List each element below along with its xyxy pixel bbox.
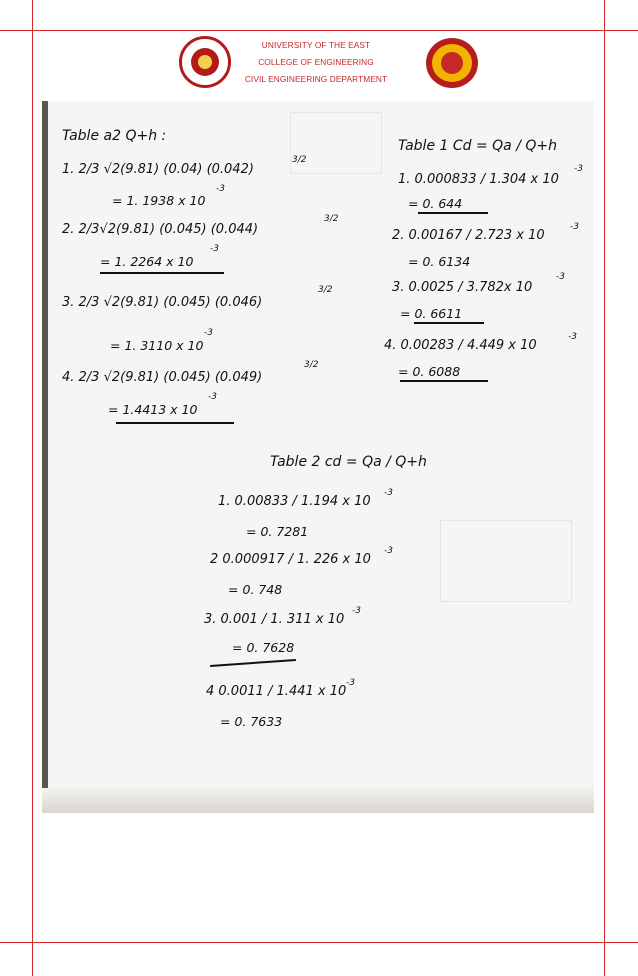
center-item-3-formula: 3. 0.001 / 1. 311 x 10 [204, 612, 345, 627]
header-department: CIVIL ENGINEERING DEPARTMENT [244, 74, 388, 84]
frame-line-right [604, 0, 605, 976]
left-item-4-formula: 4. 2/3 √2(9.81) (0.045) (0.049) [62, 370, 263, 385]
left-item-2-formula: 2. 2/3√2(9.81) (0.045) (0.044) [62, 222, 259, 237]
center-title: Table 2 cd = Qa / Q+h [270, 454, 427, 470]
left-item-1-exponent: 3/2 [292, 155, 307, 165]
right-item-2-result: = 0. 6134 [408, 254, 471, 269]
center-item-2-exponent: -3 [384, 546, 393, 556]
result-underline [400, 380, 488, 382]
right-item-3-result: = 0. 6611 [400, 306, 463, 321]
center-item-3-exponent: -3 [352, 606, 361, 616]
center-item-2-formula: 2 0.000917 / 1. 226 x 10 [210, 552, 371, 567]
center-item-4-result: = 0. 7633 [220, 714, 283, 729]
left-item-3-exponent: 3/2 [318, 285, 333, 295]
result-underline [100, 272, 224, 274]
left-item-3-result-exp: -3 [204, 328, 213, 338]
center-item-4-formula: 4 0.0011 / 1.441 x 10 [206, 684, 347, 699]
frame-line-left [32, 0, 33, 976]
header-university: UNIVERSITY OF THE EAST [261, 40, 371, 50]
left-title: Table a2 Q+h : [62, 128, 167, 144]
result-underline [116, 422, 234, 424]
right-item-4-result: = 0. 6088 [398, 364, 461, 379]
right-title: Table 1 Cd = Qa / Q+h [398, 138, 557, 154]
right-item-2-exponent: -3 [570, 222, 579, 232]
photo-shadow-edge [42, 101, 48, 813]
right-item-1-result: = 0. 644 [408, 196, 463, 211]
left-item-1-result: = 1. 1938 x 10 [112, 193, 206, 208]
right-item-3-exponent: -3 [556, 272, 565, 282]
college-seal-logo [426, 38, 478, 88]
right-item-1-exponent: -3 [574, 164, 583, 174]
center-item-2-result: = 0. 748 [228, 582, 283, 597]
photo-shadow-bottom [42, 788, 594, 813]
center-item-1-formula: 1. 0.00833 / 1.194 x 10 [218, 494, 371, 509]
left-item-1-formula: 1. 2/3 √2(9.81) (0.04) (0.042) [62, 162, 254, 177]
frame-line-top [0, 30, 638, 31]
left-item-4-result: = 1.4413 x 10 [108, 402, 198, 417]
center-item-4-exponent: -3 [346, 678, 355, 688]
left-item-4-exponent: 3/2 [304, 360, 319, 370]
right-item-2-formula: 2. 0.00167 / 2.723 x 10 [392, 228, 545, 243]
right-item-1-formula: 1. 0.000833 / 1.304 x 10 [398, 172, 559, 187]
frame-line-bottom [0, 942, 638, 943]
left-item-2-result: = 1. 2264 x 10 [100, 254, 194, 269]
left-item-2-exponent: 3/2 [324, 214, 339, 224]
result-underline [418, 212, 488, 214]
bleed-through-table [440, 520, 572, 602]
left-item-1-result-exp: -3 [216, 184, 225, 194]
center-item-1-result: = 0. 7281 [246, 524, 309, 539]
center-item-3-result: = 0. 7628 [232, 640, 295, 655]
right-item-4-exponent: -3 [568, 332, 577, 342]
header-college: COLLEGE OF ENGINEERING [258, 57, 374, 67]
right-item-4-formula: 4. 0.00283 / 4.449 x 10 [384, 338, 537, 353]
result-underline [414, 322, 484, 324]
right-item-3-formula: 3. 0.0025 / 3.782x 10 [392, 280, 533, 295]
university-seal-logo [179, 36, 231, 88]
left-item-2-result-exp: -3 [210, 244, 219, 254]
left-item-3-result: = 1. 3110 x 10 [110, 338, 204, 353]
left-item-4-result-exp: -3 [208, 392, 217, 402]
center-item-1-exponent: -3 [384, 488, 393, 498]
left-item-3-formula: 3. 2/3 √2(9.81) (0.045) (0.046) [62, 295, 263, 310]
